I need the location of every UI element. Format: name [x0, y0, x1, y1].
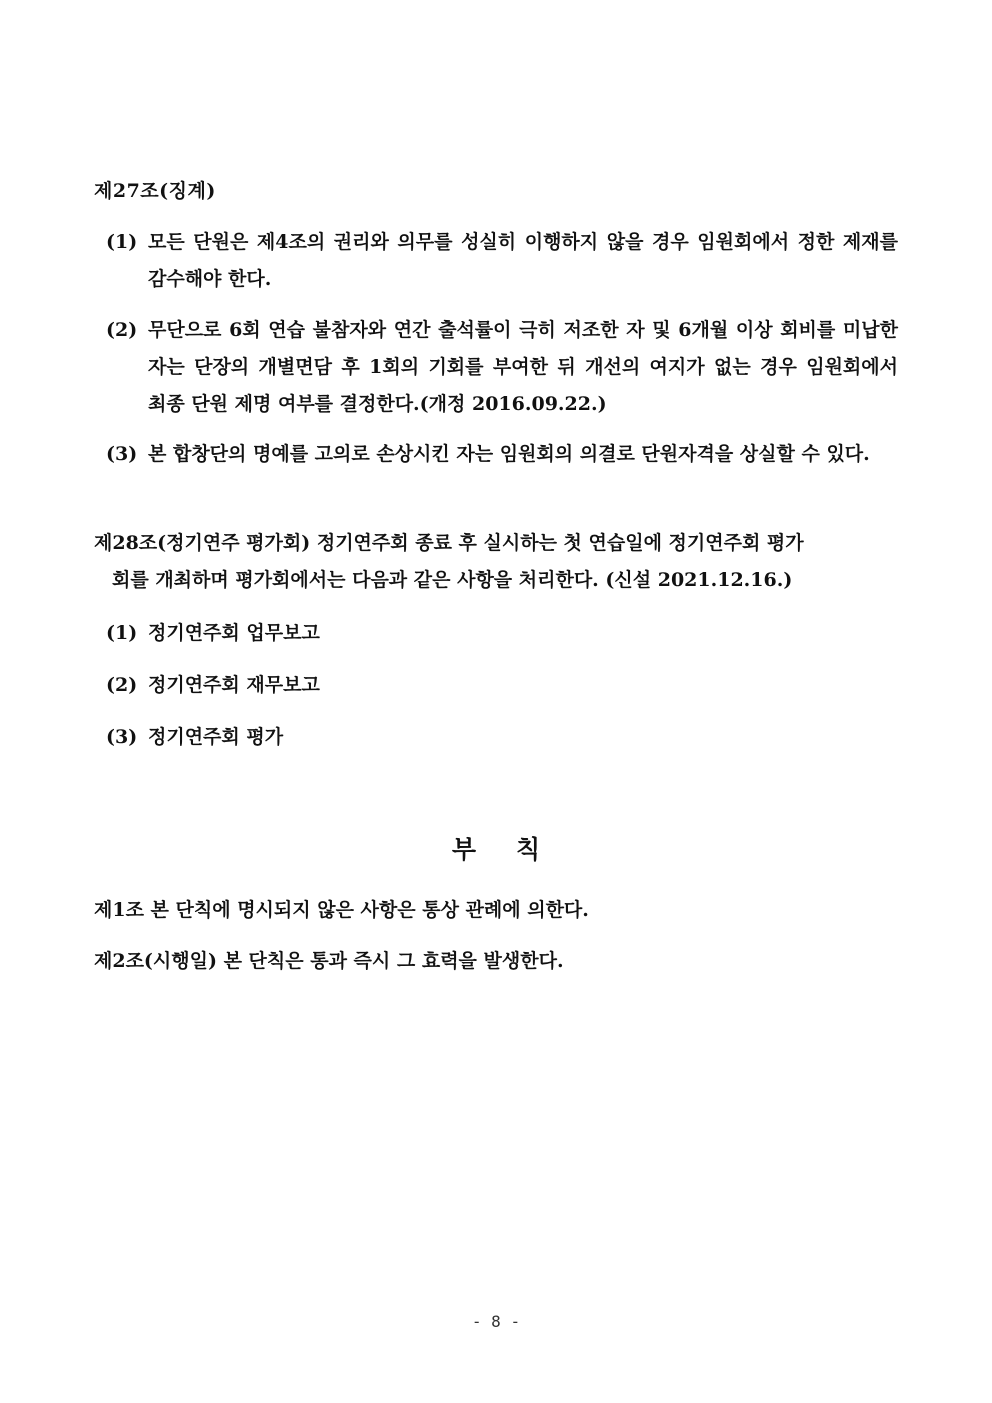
article-28-line-1: 제28조(정기연주 평가회) 정기연주회 종료 후 실시하는 첫 연습일에 정기연주회 평가	[94, 532, 804, 554]
item-text: 정기연주회 업무보고	[148, 622, 320, 644]
item-number: (1)	[106, 622, 138, 644]
page-number: - 8 -	[471, 1312, 521, 1331]
article-27-item-1	[106, 224, 898, 298]
item-text: 본 합창단의 명예를 고의로 손상시킨 자는 임원회의 의결로 단원자격을 상실할 수 있다.	[148, 443, 870, 465]
article-28-item-3	[106, 722, 283, 752]
article-28-item-2	[106, 670, 320, 700]
article-28-item-1	[106, 618, 320, 648]
article-27-item-2	[106, 312, 898, 423]
addenda-title: 부칙	[451, 835, 581, 864]
article-28-line-2: 회를 개최하며 평가회에서는 다음과 같은 사항을 처리한다. (신설 2021.12.16.)	[112, 569, 793, 591]
item-text: 정기연주회 평가	[148, 726, 284, 748]
article-27-item-3	[106, 436, 898, 473]
item-number: (2)	[106, 674, 138, 696]
article-27-heading: 제27조(징계)	[94, 180, 216, 202]
article-28-paragraph	[94, 525, 898, 599]
item-text: 무단으로 6회 연습 불참자와 연간 출석률이 극히 저조한 자 및 6개월 이상 회비를 미납한 자는 단장의 개별면담 후 1회의 기회를 부여한 뒤 개선의 여지가 없는 경우 임원회에서 최종 단원 제명 여부를 결정한다.(개정 2016.09.22.)	[148, 319, 898, 415]
addenda-article-1: 제1조 본 단칙에 명시되지 않은 사항은 통상 관례에 의한다.	[94, 899, 589, 921]
item-number: (3)	[106, 443, 138, 465]
item-number: (1)	[106, 231, 138, 253]
addenda-article-2: 제2조(시행일) 본 단칙은 통과 즉시 그 효력을 발생한다.	[94, 950, 564, 972]
item-text: 정기연주회 재무보고	[148, 674, 320, 696]
item-number: (3)	[106, 726, 138, 748]
item-number: (2)	[106, 319, 138, 341]
item-text: 모든 단원은 제4조의 권리와 의무를 성실히 이행하지 않을 경우 임원회에서 정한 제재를 감수해야 한다.	[148, 231, 898, 290]
